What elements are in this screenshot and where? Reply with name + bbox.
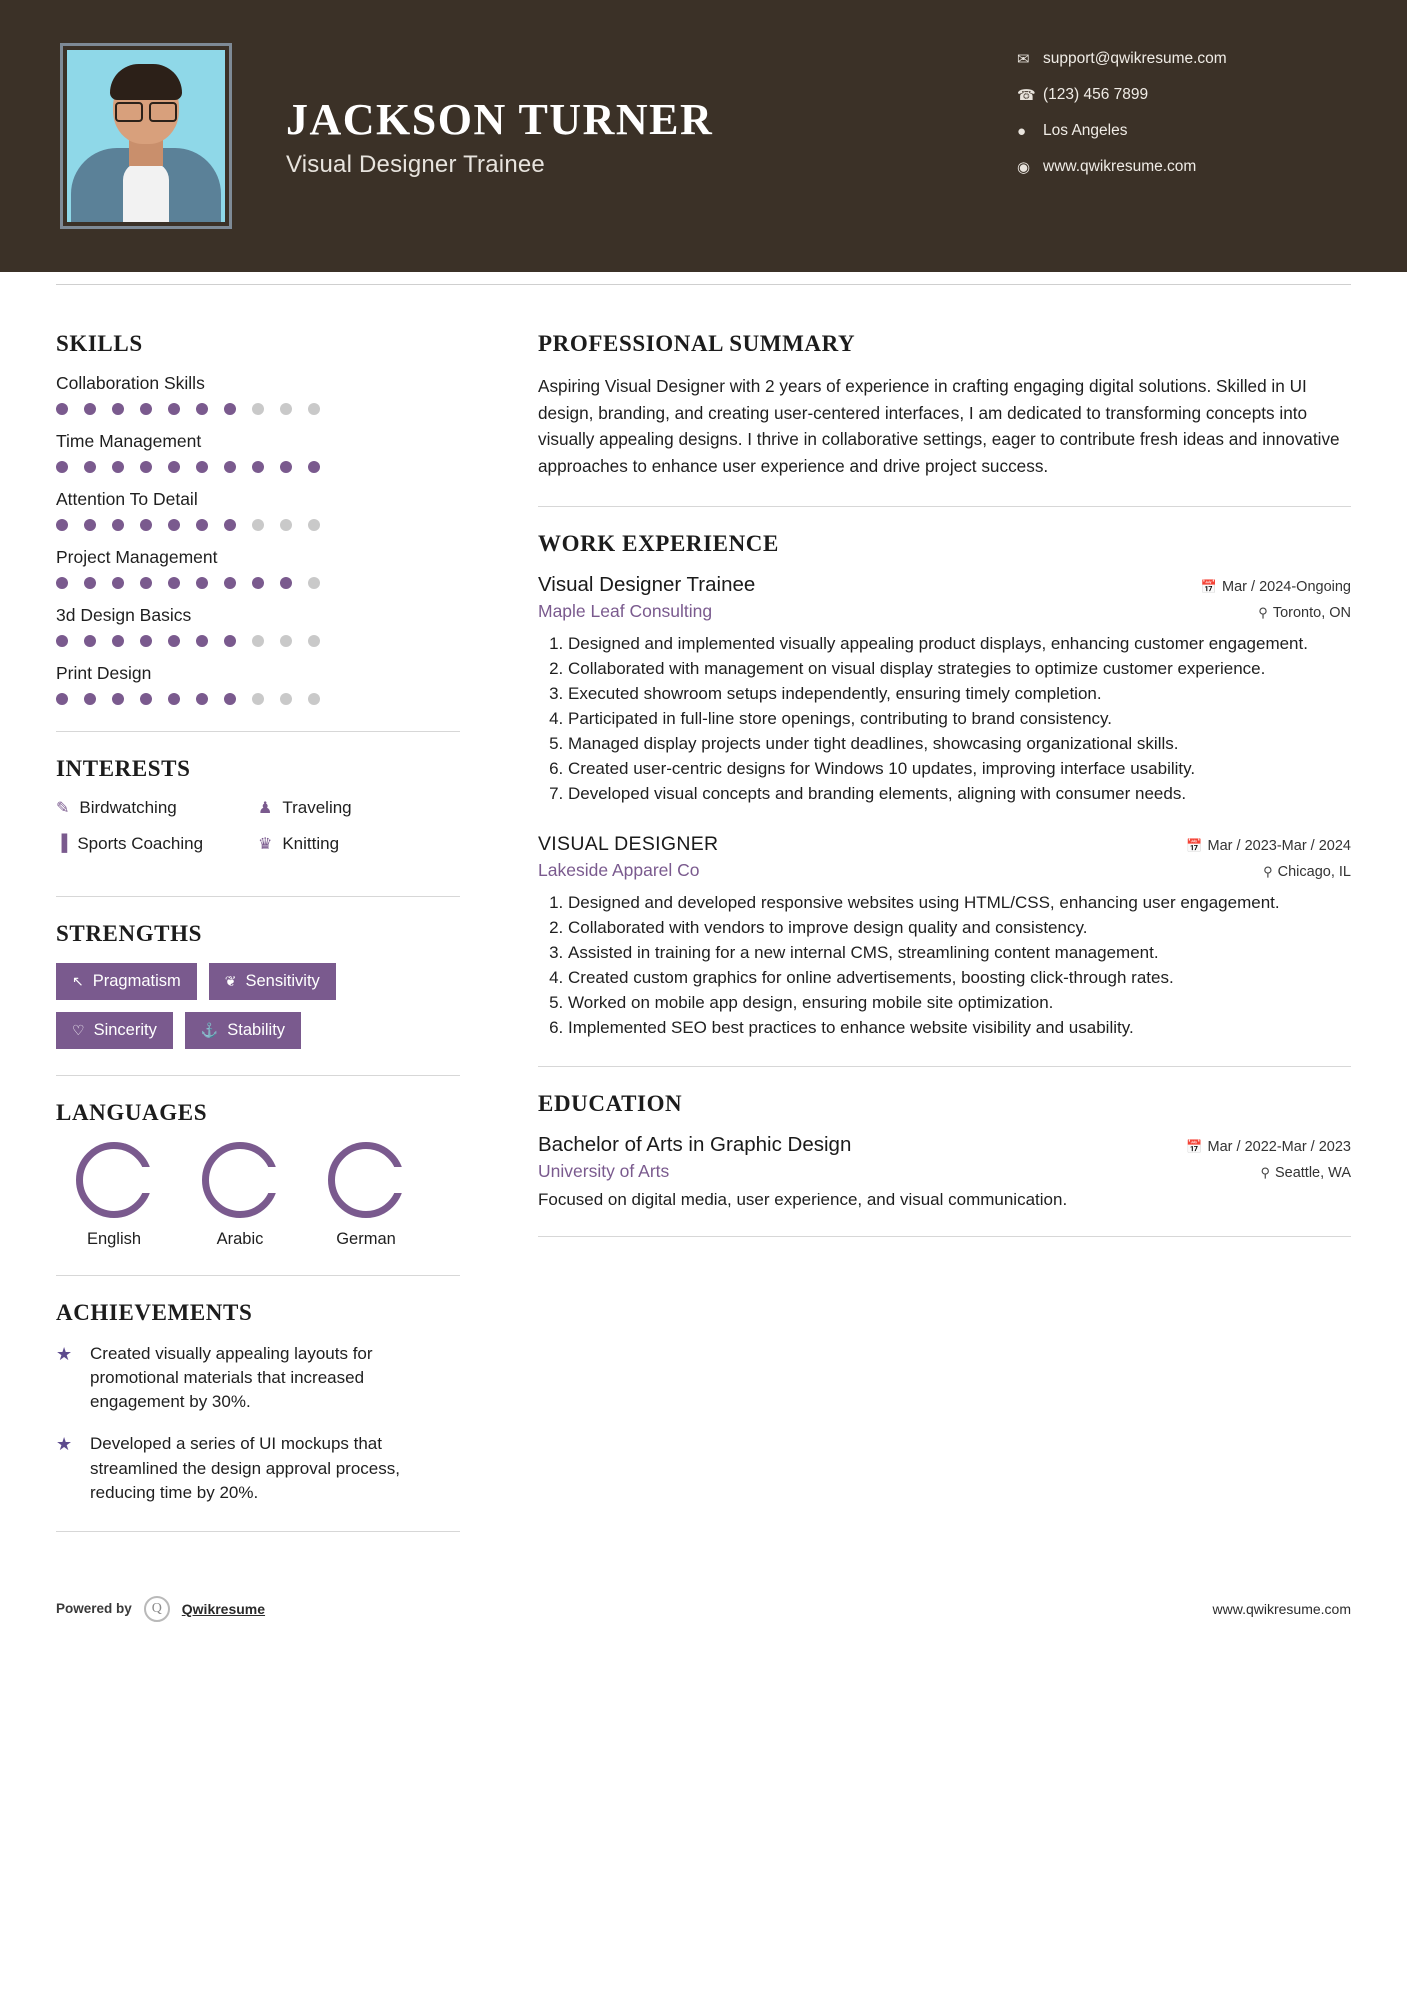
language-item xyxy=(68,1142,160,1249)
work-bullet: 3. Executed showroom setups independently, ensuring timely completion. xyxy=(568,682,1351,706)
skills-section xyxy=(56,331,460,705)
achievement-text: Created visually appealing layouts for promotional materials that increased engagement by 30%. xyxy=(90,1344,373,1412)
work-bullet: 4. Created custom graphics for online advertisements, boosting click-through rates. xyxy=(568,966,1351,990)
work-location: ⚲ Chicago, IL xyxy=(1263,863,1351,880)
rating-dot xyxy=(84,403,96,415)
strengths-heading: STRENGTHS xyxy=(56,921,203,946)
skill-rating xyxy=(56,693,460,705)
interest-label: Birdwatching xyxy=(79,798,177,817)
location-pin-icon: ● xyxy=(1017,122,1027,140)
work-entry xyxy=(538,573,1351,807)
rating-dot xyxy=(196,693,208,705)
contact-website[interactable] xyxy=(1017,158,1347,176)
divider xyxy=(56,896,460,897)
skill-rating xyxy=(56,403,460,415)
rating-dot xyxy=(196,635,208,647)
rating-dot xyxy=(196,461,208,473)
rating-dot xyxy=(308,519,320,531)
rating-dot xyxy=(252,403,264,415)
rating-dot xyxy=(280,519,292,531)
strength-label: Pragmatism xyxy=(92,972,181,990)
achievements-section xyxy=(56,1300,460,1505)
divider xyxy=(56,731,460,732)
skill-rating xyxy=(56,635,460,647)
language-level-ring xyxy=(76,1142,152,1218)
rating-dot xyxy=(112,519,124,531)
rating-dot xyxy=(112,461,124,473)
interest-item xyxy=(56,834,258,854)
resume-header xyxy=(0,0,1407,272)
skill-label: Project Management xyxy=(56,547,218,567)
contact-phone-value: (123) 456 7899 xyxy=(1043,86,1149,103)
skill-rating xyxy=(56,519,460,531)
work-bullet: 3. Assisted in training for a new internal CMS, streamlining content management. xyxy=(568,941,1351,965)
rating-dot xyxy=(224,693,236,705)
strength-label: Stability xyxy=(227,1021,286,1039)
rating-dot xyxy=(84,577,96,589)
strength-chip xyxy=(56,1012,173,1049)
qwikresume-logo-icon: Q xyxy=(144,1596,170,1622)
divider xyxy=(538,506,1351,507)
location-pin-icon: ⚲ xyxy=(1258,604,1268,620)
rating-dot xyxy=(252,461,264,473)
education-date: 📅 Mar / 2022-Mar / 2023 xyxy=(1186,1139,1351,1156)
rating-dot xyxy=(84,461,96,473)
rating-dot xyxy=(140,693,152,705)
contact-location xyxy=(1017,122,1347,140)
skills-heading: SKILLS xyxy=(56,331,143,356)
contact-phone[interactable] xyxy=(1017,86,1347,104)
work-bullet: 6. Implemented SEO best practices to enhance website visibility and usability. xyxy=(568,1016,1351,1040)
interests-heading: INTERESTS xyxy=(56,756,191,781)
skill-label: 3d Design Basics xyxy=(56,605,192,625)
education-heading: EDUCATION xyxy=(538,1091,683,1117)
strength-chip xyxy=(185,1012,301,1049)
rating-dot xyxy=(56,693,68,705)
work-company: Maple Leaf Consulting xyxy=(538,600,713,621)
achievement-item xyxy=(56,1432,460,1504)
rating-dot xyxy=(140,635,152,647)
binoculars-icon: ♟ xyxy=(258,800,273,817)
rating-dot xyxy=(224,403,236,415)
work-bullet: 5. Worked on mobile app design, ensuring mobile site optimization. xyxy=(568,991,1351,1015)
contact-list xyxy=(1017,50,1347,194)
calendar-icon: 📅 xyxy=(1186,1139,1203,1155)
work-heading: WORK EXPERIENCE xyxy=(538,530,779,556)
languages-section xyxy=(56,1100,460,1249)
work-section xyxy=(538,531,1351,1041)
rating-dot xyxy=(112,635,124,647)
achievement-text: Developed a series of UI mockups that streamlined the design approval process, reducing time by 20%. xyxy=(90,1434,400,1502)
work-date: 📅 Mar / 2023-Mar / 2024 xyxy=(1186,837,1351,854)
work-bullet: 5. Managed display projects under tight deadlines, showcasing organizational skills. xyxy=(568,732,1351,756)
rating-dot xyxy=(196,403,208,415)
location-pin-icon: ⚲ xyxy=(1260,1165,1270,1181)
star-badge-icon: ★ xyxy=(56,1434,73,1455)
divider xyxy=(538,1066,1351,1067)
work-company: Lakeside Apparel Co xyxy=(538,859,700,880)
interest-label: Knitting xyxy=(282,834,340,853)
summary-section xyxy=(538,331,1351,480)
divider xyxy=(56,1275,460,1276)
education-description: Focused on digital media, user experience, and visual communication. xyxy=(538,1190,1068,1210)
heart-icon: ♡ xyxy=(72,1022,85,1038)
education-section xyxy=(538,1091,1351,1210)
interest-label: Traveling xyxy=(282,798,352,817)
work-role: VISUAL DESIGNER xyxy=(538,832,719,855)
contact-location-value: Los Angeles xyxy=(1043,122,1128,139)
clipboard-icon: ▐ xyxy=(56,835,68,852)
contact-website-value: www.qwikresume.com xyxy=(1043,158,1197,175)
rating-dot xyxy=(308,577,320,589)
work-entry xyxy=(538,833,1351,1041)
strength-label: Sincerity xyxy=(93,1021,157,1039)
strength-chip xyxy=(56,963,197,1000)
rating-dot xyxy=(56,461,68,473)
language-level-ring xyxy=(328,1142,404,1218)
language-item xyxy=(320,1142,412,1249)
contact-email-value: support@qwikresume.com xyxy=(1043,50,1227,67)
rating-dot xyxy=(280,577,292,589)
trophy-icon: ♛ xyxy=(258,836,273,853)
work-bullet: 2. Collaborated with vendors to improve design quality and consistency. xyxy=(568,916,1351,940)
rating-dot xyxy=(56,519,68,531)
skill-rating xyxy=(56,461,460,473)
rating-dot xyxy=(196,519,208,531)
rating-dot xyxy=(112,403,124,415)
name-block xyxy=(286,94,713,179)
rating-dot xyxy=(308,403,320,415)
work-location: ⚲ Toronto, ON xyxy=(1258,604,1351,621)
skill-item xyxy=(56,605,460,647)
divider xyxy=(56,1075,460,1076)
calendar-icon: 📅 xyxy=(1186,837,1203,853)
rating-dot xyxy=(56,635,68,647)
skill-item xyxy=(56,663,460,705)
rating-dot xyxy=(252,693,264,705)
work-bullets xyxy=(538,632,1351,807)
footer xyxy=(0,1596,1407,1656)
rating-dot xyxy=(140,519,152,531)
achievements-heading: ACHIEVEMENTS xyxy=(56,1300,253,1325)
divider xyxy=(56,1531,460,1532)
languages-heading: LANGUAGES xyxy=(56,1100,208,1125)
rating-dot xyxy=(224,577,236,589)
rating-dot xyxy=(168,693,180,705)
rating-dot xyxy=(56,403,68,415)
rating-dot xyxy=(168,635,180,647)
language-item xyxy=(194,1142,286,1249)
bird-icon: ✎ xyxy=(56,800,70,817)
phone-icon: ☎ xyxy=(1017,87,1036,104)
rating-dot xyxy=(168,461,180,473)
rating-dot xyxy=(280,635,292,647)
job-title: Visual Designer Trainee xyxy=(286,150,545,178)
education-school: University of Arts xyxy=(538,1161,670,1182)
avatar-photo xyxy=(67,50,225,222)
rating-dot xyxy=(252,635,264,647)
footer-website[interactable]: www.qwikresume.com xyxy=(1212,1600,1351,1617)
rating-dot xyxy=(224,635,236,647)
language-level-ring xyxy=(202,1142,278,1218)
rating-dot xyxy=(112,577,124,589)
avatar xyxy=(60,43,232,229)
rating-dot xyxy=(84,519,96,531)
interest-item xyxy=(56,798,258,818)
envelope-icon: ✉ xyxy=(1017,51,1030,68)
qwikresume-link[interactable]: Qwikresume xyxy=(181,1600,266,1617)
language-label: Arabic xyxy=(216,1230,264,1248)
interest-label: Sports Coaching xyxy=(77,834,204,853)
skill-label: Attention To Detail xyxy=(56,489,198,509)
sidebar xyxy=(56,285,496,1556)
rating-dot xyxy=(84,693,96,705)
star-badge-icon: ★ xyxy=(56,1344,73,1364)
work-bullet: 1. Designed and developed responsive websites using HTML/CSS, enhancing user engagement. xyxy=(568,891,1351,915)
language-label: German xyxy=(336,1230,396,1248)
strength-label: Sensitivity xyxy=(245,972,320,990)
work-bullet: 1. Designed and implemented visually appealing product displays, enhancing customer engagement. xyxy=(568,632,1351,656)
rating-dot xyxy=(112,693,124,705)
main-column xyxy=(496,285,1351,1556)
work-bullet: 2. Collaborated with management on visual display strategies to optimize customer experience. xyxy=(568,657,1351,681)
strength-chip xyxy=(209,963,336,1000)
interest-item xyxy=(258,834,460,854)
contact-email[interactable] xyxy=(1017,50,1347,68)
work-role: Visual Designer Trainee xyxy=(538,572,756,596)
skill-label: Time Management xyxy=(56,431,202,451)
skill-label: Print Design xyxy=(56,663,152,683)
skill-rating xyxy=(56,577,460,589)
skill-item xyxy=(56,431,460,473)
rating-dot xyxy=(140,461,152,473)
skill-label: Collaboration Skills xyxy=(56,373,205,393)
rating-dot xyxy=(196,577,208,589)
page-title: JACKSON TURNER xyxy=(286,94,714,144)
rating-dot xyxy=(168,577,180,589)
work-bullet: 7. Developed visual concepts and branding elements, aligning with consumer needs. xyxy=(568,782,1351,806)
rating-dot xyxy=(308,635,320,647)
rating-dot xyxy=(224,461,236,473)
globe-icon: ◉ xyxy=(1017,159,1031,176)
strengths-section xyxy=(56,921,460,1049)
rating-dot xyxy=(252,519,264,531)
rating-dot xyxy=(308,693,320,705)
arrow-icon: ↖ xyxy=(72,973,84,989)
interest-item xyxy=(258,798,460,818)
interests-section xyxy=(56,756,460,870)
rating-dot xyxy=(168,519,180,531)
rating-dot xyxy=(140,577,152,589)
powered-by-label: Powered by xyxy=(56,1601,132,1617)
anchor-icon: ⚓ xyxy=(200,1022,219,1038)
rating-dot xyxy=(280,461,292,473)
education-location: ⚲ Seattle, WA xyxy=(1260,1165,1351,1182)
leaf-icon: ❦ xyxy=(224,973,237,989)
language-label: English xyxy=(86,1230,142,1248)
rating-dot xyxy=(56,577,68,589)
resume-body xyxy=(0,285,1407,1556)
work-bullets xyxy=(538,891,1351,1041)
rating-dot xyxy=(280,693,292,705)
skill-item xyxy=(56,373,460,415)
work-bullet: 6. Created user-centric designs for Windows 10 updates, improving interface usability. xyxy=(568,757,1351,781)
location-pin-icon: ⚲ xyxy=(1263,863,1273,879)
education-entry xyxy=(538,1133,1351,1210)
divider xyxy=(538,1236,1351,1237)
summary-text: Aspiring Visual Designer with 2 years of experience in crafting engaging digital solutions. Skilled in UI design, branding, and creating user-centered interfaces, I am dedicated to transforming concepts into visually appealing designs. I thrive in collaborative settings, eager to contribute fresh ideas and innovative approaches to enhance user experience and drive project success. xyxy=(538,376,1340,476)
work-date: 📅 Mar / 2024-Ongoing xyxy=(1200,578,1351,595)
rating-dot xyxy=(84,635,96,647)
calendar-icon: 📅 xyxy=(1200,578,1218,594)
rating-dot xyxy=(280,403,292,415)
achievement-item xyxy=(56,1342,460,1414)
rating-dot xyxy=(308,461,320,473)
skill-item xyxy=(56,547,460,589)
rating-dot xyxy=(140,403,152,415)
skill-item xyxy=(56,489,460,531)
rating-dot xyxy=(252,577,264,589)
summary-heading: PROFESSIONAL SUMMARY xyxy=(538,331,856,356)
rating-dot xyxy=(224,519,236,531)
work-bullet: 4. Participated in full-line store openings, contributing to brand consistency. xyxy=(568,707,1351,731)
rating-dot xyxy=(168,403,180,415)
education-degree: Bachelor of Arts in Graphic Design xyxy=(538,1133,852,1157)
